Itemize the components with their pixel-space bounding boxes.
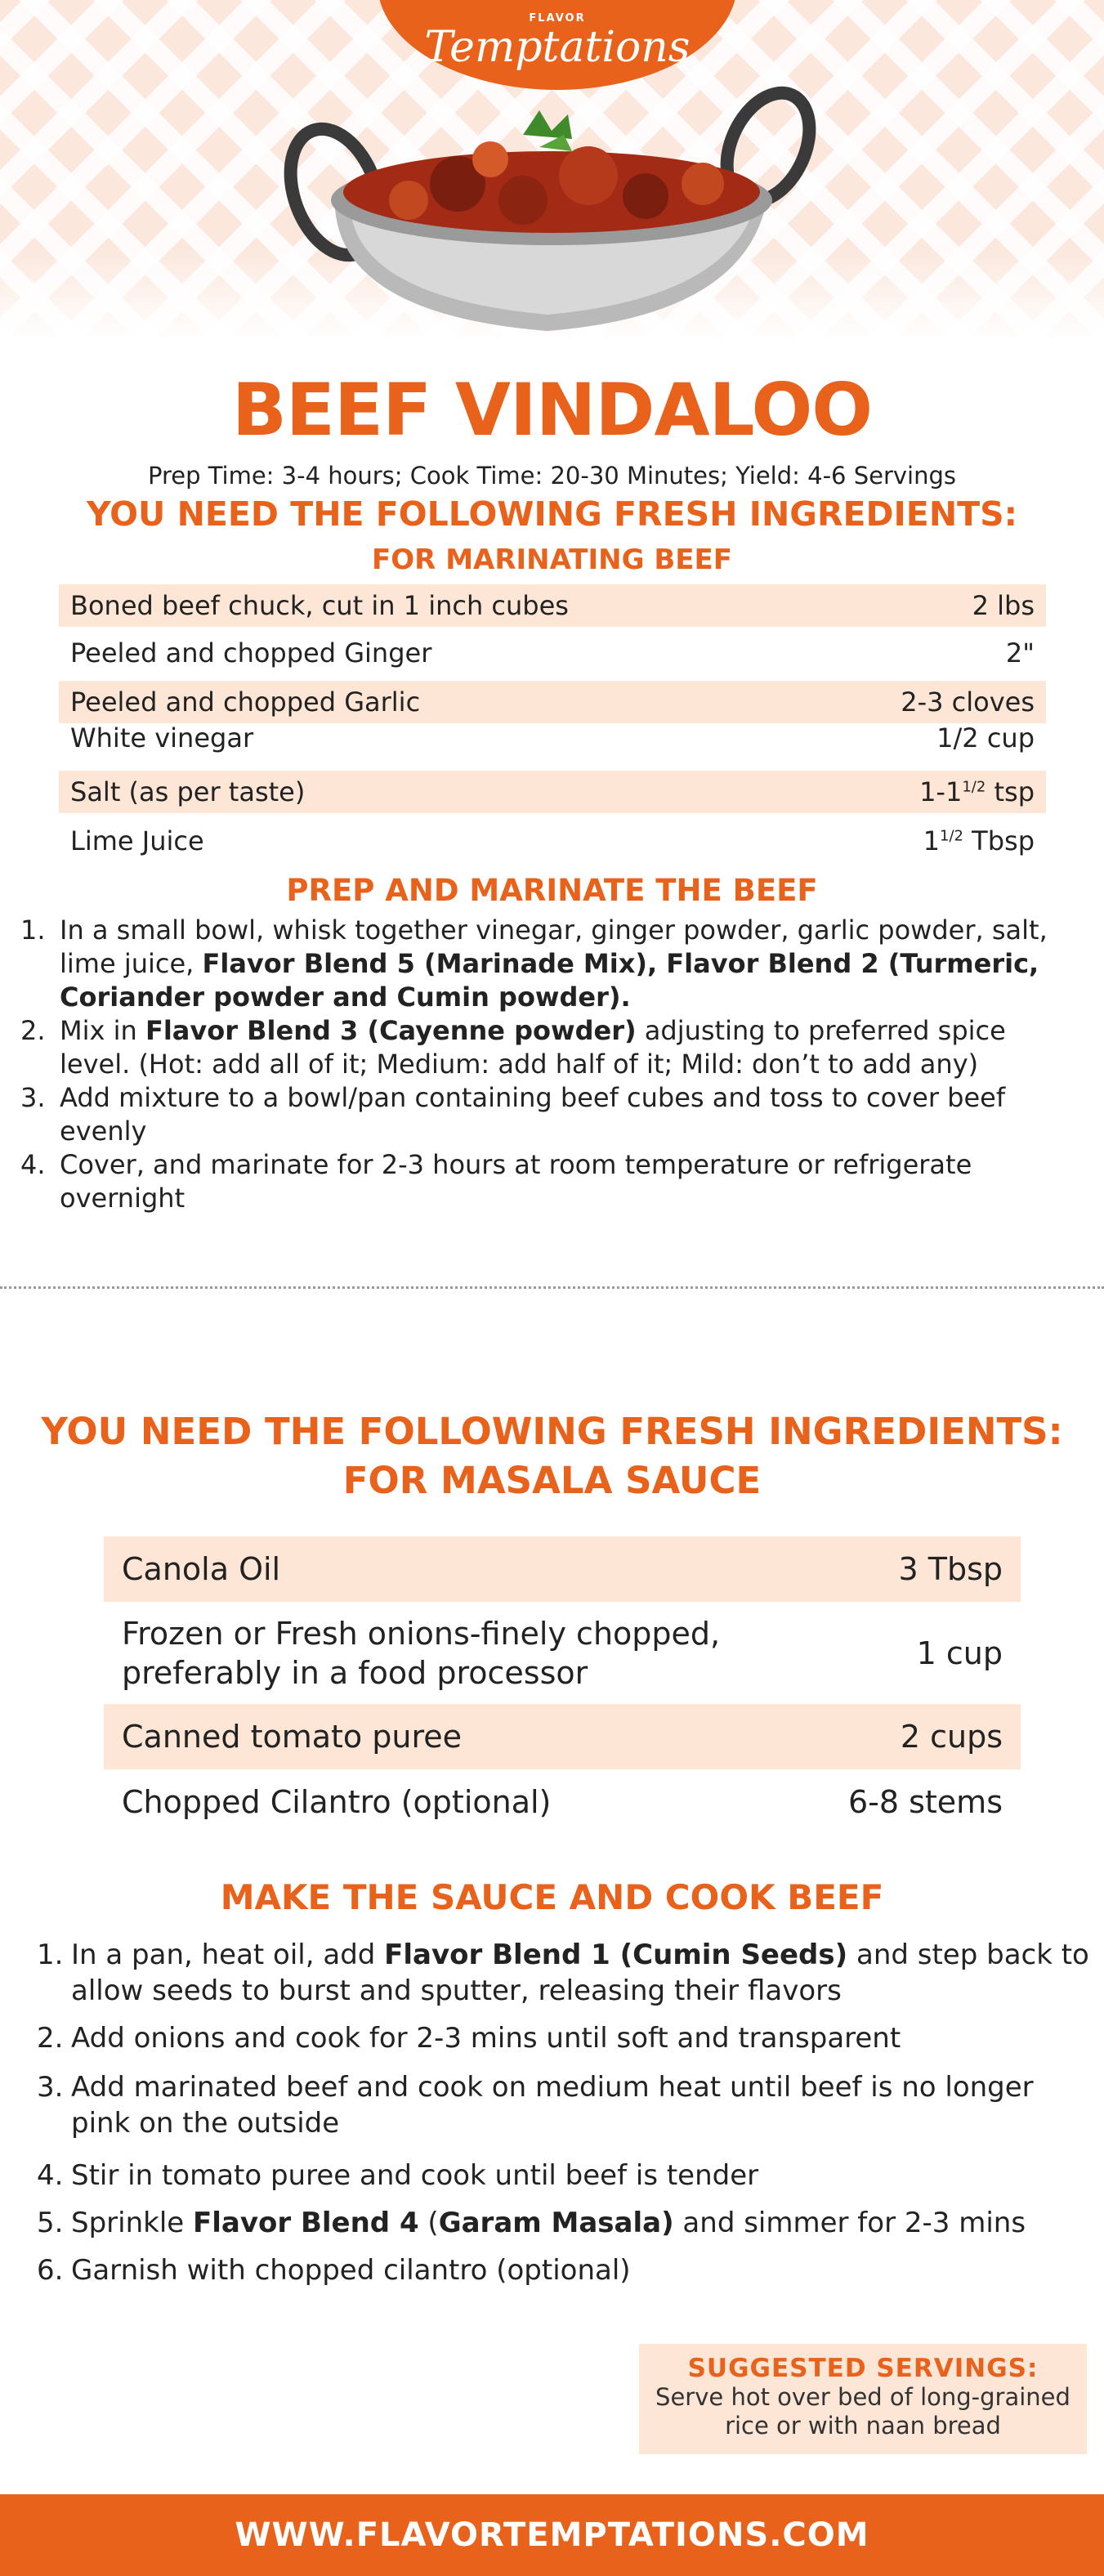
- list-item: 5. Sprinkle Flavor Blend 4 (Garam Masala) and simmer for 2-3 mins: [37, 2207, 1026, 2239]
- ingredient-qty: $1^{1/2}$ Tbsp: [923, 825, 1035, 856]
- prep-steps-list: [20, 914, 1083, 1215]
- logo-small-text: FLAVOR: [529, 12, 586, 25]
- ingredient-qty: 1 cup: [916, 1635, 1003, 1671]
- table-row: [104, 1536, 1021, 1602]
- list-item: 6. Garnish with chopped cilantro (optional): [37, 2254, 631, 2287]
- list-item: 1. In a small bowl, whisk together vinegar, ginger powder, garlic powder, salt, lime juice, Flavor Blend 5 (Marinade Mix), Flavor Blend 2 (Turmeric, Coriander powder and Cumin powder).: [20, 915, 1048, 1013]
- ingredient-name: Frozen or Fresh onions-finely chopped, preferably in a food processor: [122, 1615, 721, 1691]
- suggested-servings-box: [639, 2344, 1087, 2454]
- list-item: 3. Add marinated beef and cook on medium heat until beef is no longer pink on the outside: [37, 2071, 1034, 2140]
- ingredient-qty: 2 cups: [900, 1719, 1003, 1755]
- dish-image: [278, 69, 825, 347]
- ingredient-qty: 3 Tbsp: [898, 1551, 1003, 1587]
- list-item: 4. Cover, and marinate for 2-3 hours at room temperature or refrigerate overnight: [20, 1149, 972, 1214]
- ingredient-qty: 1/2 cup: [936, 722, 1035, 754]
- table-row: [59, 632, 1046, 674]
- ingredient-name: Chopped Cilantro (optional): [122, 1784, 552, 1820]
- ingredient-qty: 2": [1005, 637, 1035, 669]
- section2-heading: YOU NEED THE FOLLOWING FRESH INGREDIENTS:: [41, 1410, 1063, 1453]
- list-item: 4. Stir in tomato puree and cook until beef is tender: [37, 2159, 759, 2192]
- section2-subheading: FOR MASALA SAUCE: [342, 1459, 762, 1502]
- ingredient-name: White vinegar: [70, 722, 254, 754]
- prep-heading: PREP AND MARINATE THE BEEF: [286, 873, 818, 908]
- section1-heading: YOU NEED THE FOLLOWING FRESH INGREDIENTS:: [86, 494, 1018, 534]
- ingredient-name: Boned beef chuck, cut in 1 inch cubes: [70, 590, 569, 621]
- list-item: 3. Add mixture to a bowl/pan containing beef cubes and toss to cover beef evenly: [20, 1082, 1006, 1147]
- ingredient-qty: $1-1^{1/2}$ tsp: [919, 776, 1035, 807]
- ingredient-qty: 2-3 cloves: [901, 686, 1035, 718]
- suggested-servings-line1: Serve hot over bed of long-grained: [655, 2383, 1070, 2411]
- section1-subheading: FOR MARINATING BEEF: [372, 543, 732, 576]
- suggested-servings-title: SUGGESTED SERVINGS:: [687, 2354, 1039, 2383]
- recipe-meta: Prep Time: 3-4 hours; Cook Time: 20-30 Minutes; Yield: 4-6 Servings: [147, 462, 957, 490]
- list-item: 2. Mix in Flavor Blend 3 (Cayenne powder) adjusting to preferred spice level. (Hot: add all of it; Medium: add half of it; Mild: don’t to add any): [20, 1015, 1006, 1080]
- table-row: [104, 1602, 1021, 1704]
- ingredient-name: Peeled and chopped Ginger: [70, 637, 432, 669]
- table-row: [59, 584, 1046, 627]
- table-row: [104, 1704, 1021, 1769]
- ingredient-name: Lime Juice: [70, 825, 204, 856]
- ingredient-qty: 6-8 stems: [847, 1784, 1003, 1820]
- table-row: [59, 717, 1046, 759]
- list-item: 2. Add onions and cook for 2-3 mins until soft and transparent: [37, 2022, 901, 2055]
- ingredient-name: Canola Oil: [122, 1551, 281, 1587]
- ingredient-name: Canned tomato puree: [122, 1719, 462, 1755]
- ingredient-name: Salt (as per taste): [70, 776, 306, 807]
- footer-url-link[interactable]: WWW.FLAVORTEMPTATIONS.COM: [0, 2494, 1104, 2576]
- logo-name-text: Temptations: [424, 23, 691, 72]
- cook-heading: MAKE THE SAUCE AND COOK BEEF: [220, 1877, 884, 1917]
- table-row: [104, 1769, 1021, 1835]
- recipe-title: BEEF VINDALOO: [231, 368, 873, 452]
- ingredient-qty: 2 lbs: [972, 590, 1035, 621]
- suggested-servings-line2: rice or with naan bread: [725, 2412, 1001, 2440]
- ingredient-name: Peeled and chopped Garlic: [70, 686, 421, 718]
- section-divider: [0, 1286, 1104, 1289]
- table-row: [59, 820, 1046, 862]
- table-row: [59, 771, 1046, 813]
- list-item: 1. In a pan, heat oil, add Flavor Blend 1 (Cumin Seeds) and step back to allow seeds to burst and sputter, releasing their flavors: [37, 1939, 1089, 2007]
